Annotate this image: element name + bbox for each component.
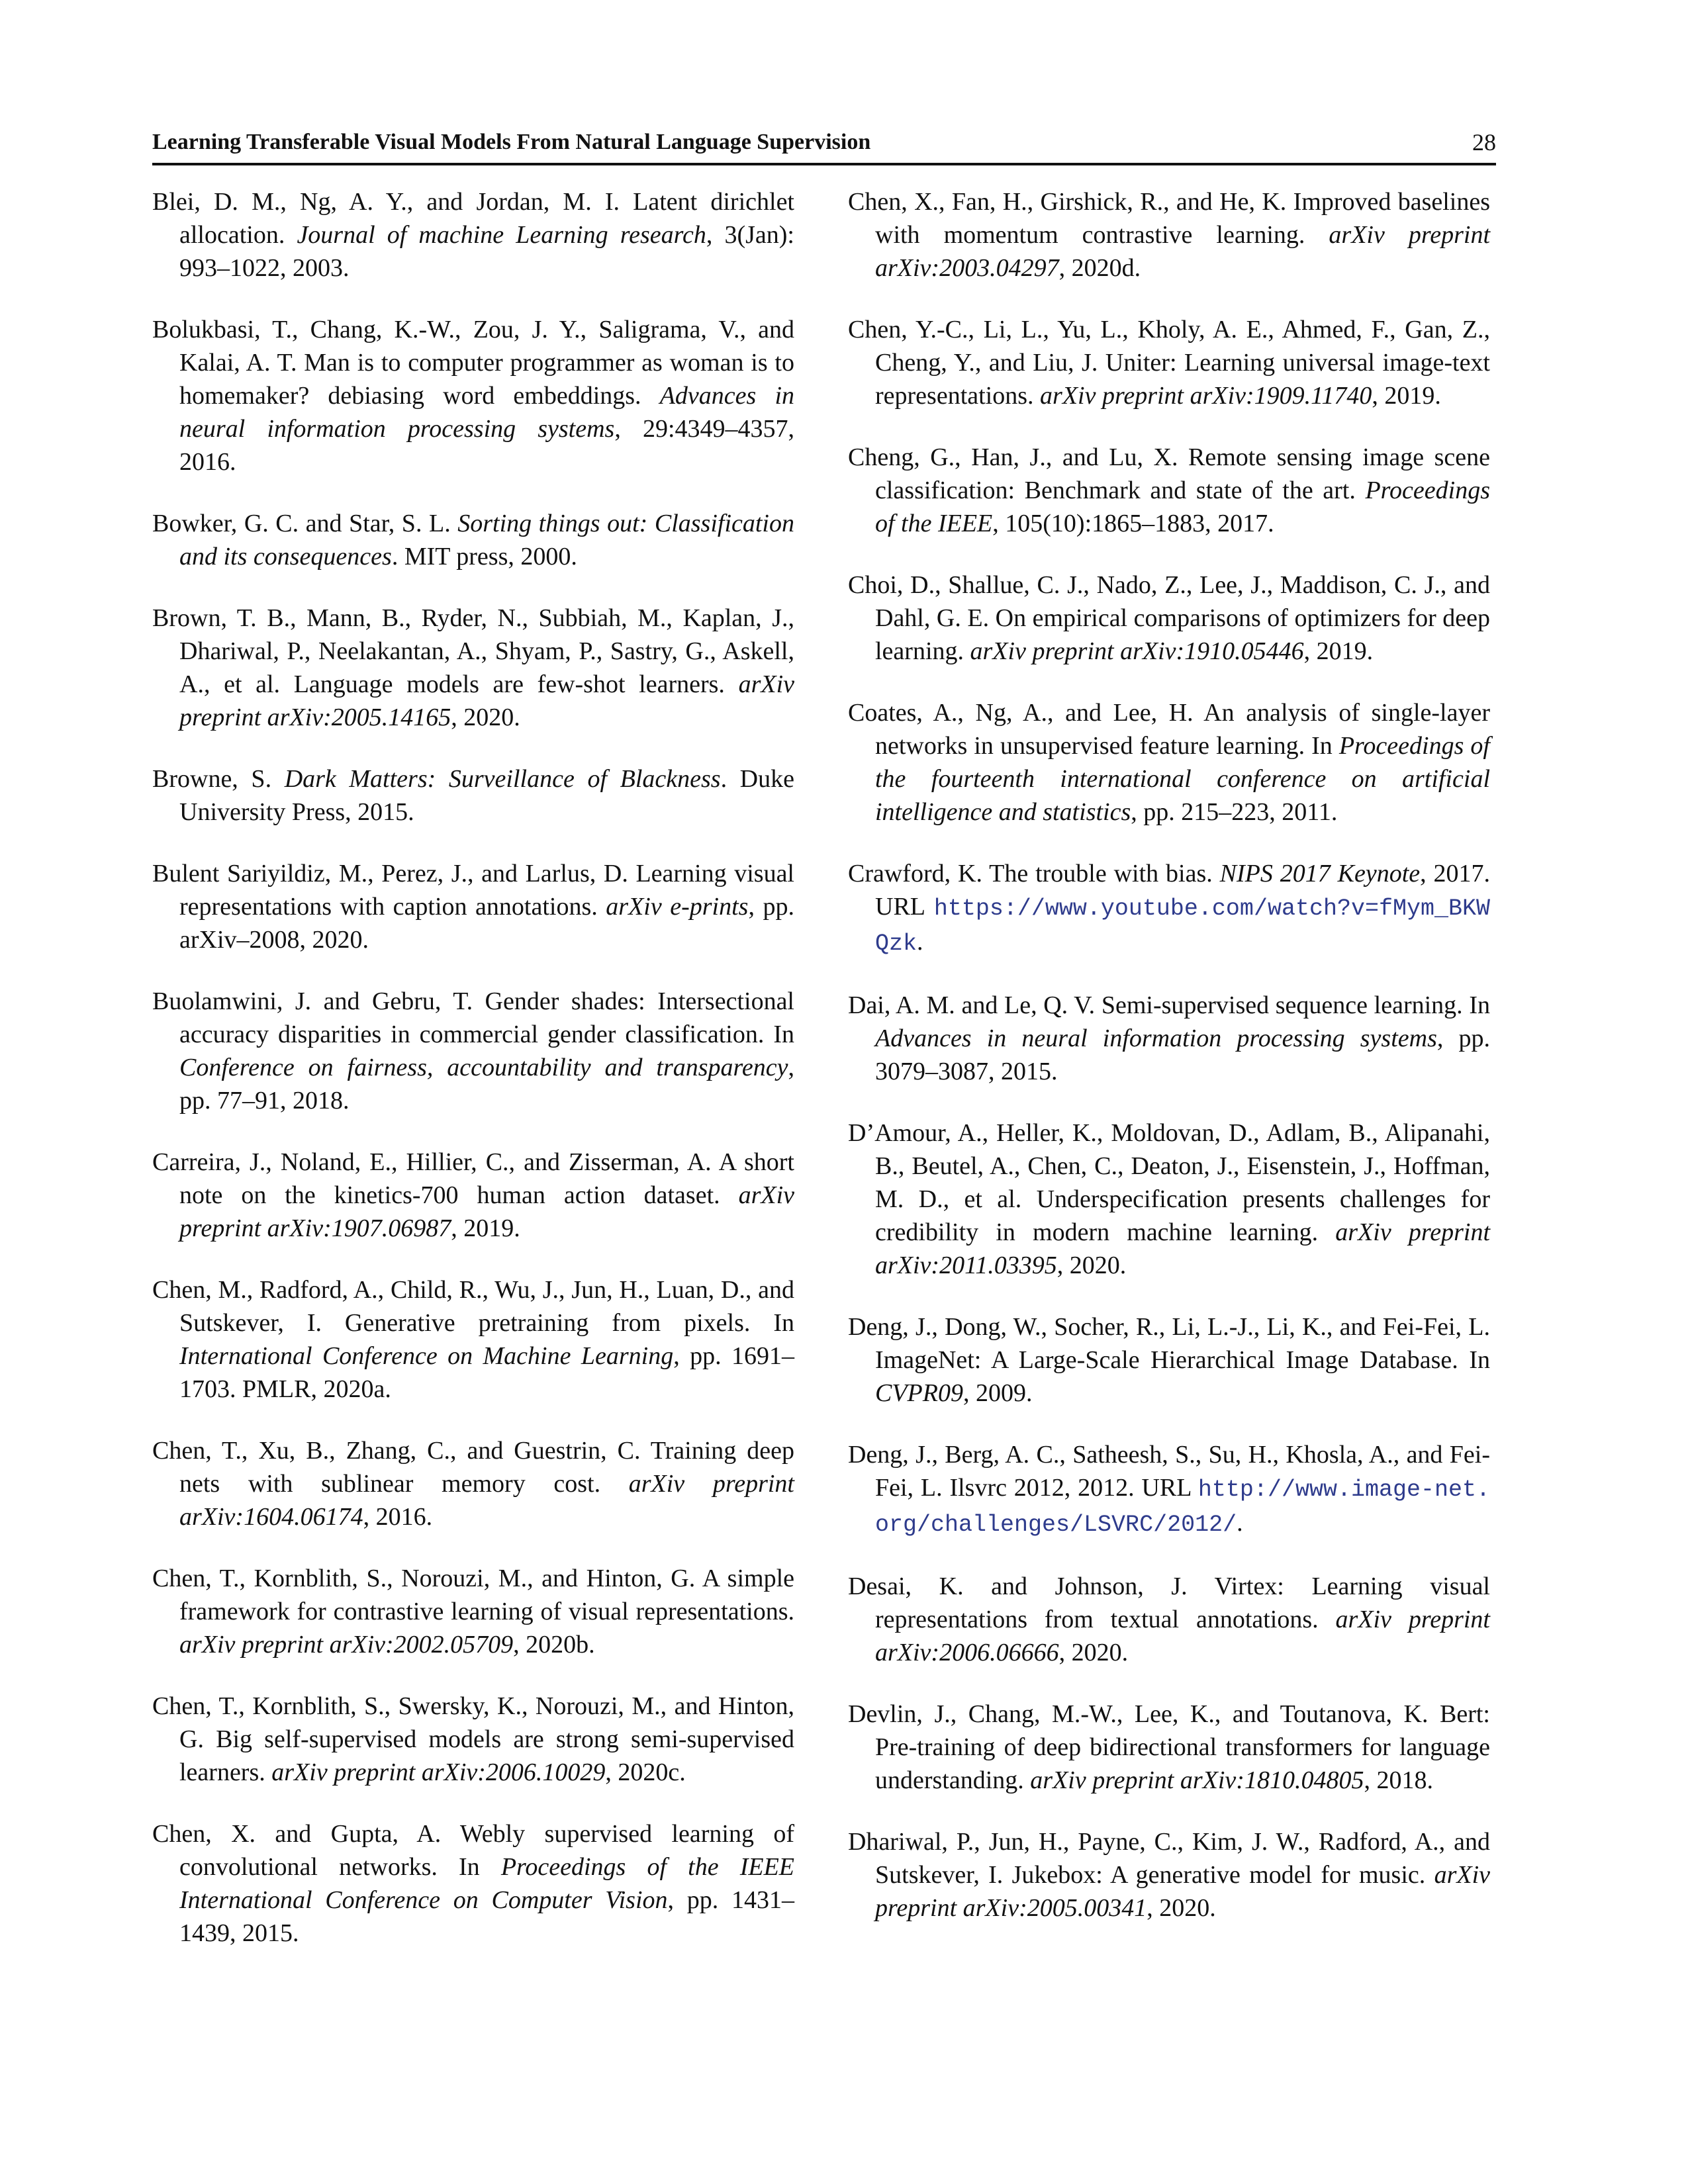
ref-text-tail: , 2020. <box>1058 1639 1129 1666</box>
ref-text-tail: , 2020d. <box>1058 254 1141 282</box>
ref-text-tail: , 29:4349–4357, 2016. <box>179 415 795 476</box>
ref-text-tail: , pp. 3079–3087, 2015. <box>875 1024 1491 1085</box>
ref-text: Buolamwini, J. and Gebru, T. Gender shades: Intersectional accuracy disparities in commercial gender classification. In <box>152 987 794 1048</box>
reference-entry <box>848 1825 1490 1925</box>
ref-venue: CVPR09 <box>875 1379 963 1407</box>
reference-entry <box>152 507 794 573</box>
ref-text-tail: , 2019. <box>1303 637 1374 665</box>
reference-entry <box>152 1146 794 1245</box>
reference-entry <box>152 1817 794 1950</box>
references-right-column <box>848 185 1490 1953</box>
ref-text: Cheng, G., Han, J., and Lu, X. Remote sensing image scene classification: Benchmark and state of the art. <box>848 443 1490 504</box>
ref-text: Chen, X., Fan, H., Girshick, R., and He, K. Improved baselines with momentum contrastive learning. <box>848 188 1490 249</box>
reference-entry <box>848 185 1490 285</box>
ref-text: Chen, M., Radford, A., Child, R., Wu, J., Jun, H., Luan, D., and Sutskever, I. Generative pretraining from pixels. In <box>152 1276 794 1337</box>
ref-text-tail: . MIT press, 2000. <box>391 543 577 570</box>
ref-text-tail: , pp. 215–223, 2011. <box>1131 798 1338 826</box>
ref-text-end: . <box>1237 1509 1243 1537</box>
ref-text-tail: , 2020. <box>1147 1894 1216 1922</box>
ref-venue: arXiv preprint arXiv:2006.10029 <box>271 1758 606 1786</box>
ref-text: D’Amour, A., Heller, K., Moldovan, D., Adlam, B., Alipanahi, B., Beutel, A., Chen, C., Deaton, J., Eisenstein, J., Hoffman, M. D., et al. Underspecification presents challenges for credibility in modern machine learning. <box>848 1119 1490 1246</box>
ref-venue: arXiv preprint arXiv:2002.05709 <box>179 1631 514 1659</box>
ref-text-tail: , 2019. <box>1372 382 1441 410</box>
reference-entry <box>152 762 794 829</box>
ref-text: Chen, Y.-C., Li, L., Yu, L., Kholy, A. E., Ahmed, F., Gan, Z., Cheng, Y., and Liu, J. Uniter: Learning universal image-text representations. <box>848 316 1490 410</box>
ref-text: Blei, D. M., Ng, A. Y., and Jordan, M. I. Latent dirichlet allocation. <box>152 188 794 249</box>
ref-text-tail: , 2020b. <box>513 1631 595 1659</box>
ref-text-tail: . Duke University Press, 2015. <box>179 765 794 826</box>
ref-venue: Conference on fairness, accountability and transparency <box>179 1054 788 1081</box>
references-left-column <box>152 185 794 1978</box>
ref-text-tail: , 3(Jan): 993–1022, 2003. <box>179 221 794 282</box>
reference-entry <box>152 985 794 1117</box>
running-title: Learning Transferable Visual Models From Natural Language Supervision <box>152 130 871 154</box>
ref-venue: arXiv preprint arXiv:2005.00341 <box>875 1861 1490 1922</box>
ref-text: Bulent Sariyildiz, M., Perez, J., and Larlus, D. Learning visual representations with caption annotations. <box>152 860 794 921</box>
ref-text: Carreira, J., Noland, E., Hillier, C., and Zisserman, A. A short note on the kinetics-700 human action dataset. <box>152 1148 794 1209</box>
reference-entry <box>848 989 1490 1088</box>
reference-entry <box>848 313 1490 412</box>
ref-text: Deng, J., Dong, W., Socher, R., Li, L.-J., Li, K., and Fei-Fei, L. ImageNet: A Large-Scale Hierarchical Image Database. In <box>848 1313 1490 1374</box>
ref-text: Bolukbasi, T., Chang, K.-W., Zou, J. Y., Saligrama, V., and Kalai, A. T. Man is to computer programmer as woman is to homemaker? debiasing word embeddings. <box>152 316 794 410</box>
reference-entry <box>152 313 794 478</box>
ref-text-tail: , pp. arXiv–2008, 2020. <box>179 893 795 954</box>
ref-venue: arXiv preprint arXiv:1810.04805 <box>1030 1766 1364 1794</box>
reference-entry <box>848 1116 1490 1282</box>
ref-text-tail: , pp. 77–91, 2018. <box>179 1054 794 1115</box>
ref-venue: Proceedings of the IEEE <box>875 477 1490 537</box>
reference-entry <box>848 857 1490 960</box>
ref-venue: Dark Matters: Surveillance of Blackness <box>284 765 721 793</box>
ref-text: Devlin, J., Chang, M.-W., Lee, K., and Toutanova, K. Bert: Pre-training of deep bidirectional transformers for language understanding. <box>848 1700 1490 1794</box>
ref-text: Chen, T., Kornblith, S., Norouzi, M., and Hinton, G. A simple framework for contrastive learning of visual representations. <box>152 1565 794 1625</box>
ref-venue: Sorting things out: Classification and its consequences <box>179 510 794 570</box>
ref-venue: arXiv preprint arXiv:2011.03395 <box>875 1218 1491 1279</box>
ref-venue: Advances in neural information processing systems <box>875 1024 1437 1052</box>
reference-entry <box>152 602 794 734</box>
ref-text: Brown, T. B., Mann, B., Ryder, N., Subbiah, M., Kaplan, J., Dhariwal, P., Neelakantan, A., Shyam, P., Sastry, G., Askell, A., et al. Language models are few-shot learners. <box>152 604 794 698</box>
reference-entry <box>152 1562 794 1661</box>
ref-venue: arXiv preprint arXiv:1910.05446 <box>970 637 1304 665</box>
ref-text-tail: , 2017. URL <box>875 860 1491 921</box>
page-number: 28 <box>1472 129 1496 156</box>
ref-url[interactable]: http://www.image-net.org/challenges/LSVRC/2012/ <box>875 1477 1490 1538</box>
reference-entry <box>848 1310 1490 1410</box>
ref-venue: Journal of machine Learning research <box>297 221 706 249</box>
ref-venue: arXiv e-prints <box>606 893 749 921</box>
reference-entry <box>152 1273 794 1406</box>
reference-entry <box>848 1438 1490 1541</box>
ref-text-tail: , 2020. <box>1056 1251 1127 1279</box>
ref-venue: Advances in neural information processing systems <box>179 382 795 443</box>
ref-text: Dai, A. M. and Le, Q. V. Semi-supervised sequence learning. In <box>848 991 1490 1019</box>
ref-venue: arXiv preprint arXiv:1907.06987 <box>179 1181 794 1242</box>
ref-text-tail: , 2020c. <box>605 1758 686 1786</box>
ref-venue: arXiv preprint arXiv:2006.06666 <box>875 1606 1490 1666</box>
ref-text: Crawford, K. The trouble with bias. <box>848 860 1220 887</box>
ref-text: Chen, T., Xu, B., Zhang, C., and Guestrin, C. Training deep nets with sublinear memory cost. <box>152 1437 794 1498</box>
reference-entry <box>848 1570 1490 1669</box>
ref-venue: International Conference on Machine Learning <box>179 1342 674 1370</box>
reference-entry <box>152 857 794 956</box>
ref-venue: Proceedings of the IEEE International Conference on Computer Vision <box>179 1853 794 1914</box>
ref-text: Dhariwal, P., Jun, H., Payne, C., Kim, J. W., Radford, A., and Sutskever, I. Jukebox: A generative model for music. <box>848 1828 1490 1889</box>
ref-text: Desai, K. and Johnson, J. Virtex: Learning visual representations from textual annotations. <box>848 1572 1490 1633</box>
ref-venue: arXiv preprint arXiv:2005.14165 <box>179 670 794 731</box>
ref-venue: arXiv preprint arXiv:2003.04297 <box>875 221 1491 282</box>
ref-text-tail: , 2019. <box>451 1214 520 1242</box>
ref-text: Coates, A., Ng, A., and Lee, H. An analysis of single-layer networks in unsupervised feature learning. In <box>848 699 1490 760</box>
ref-venue: Proceedings of the fourteenth international conference on artificial intelligence and statistics <box>875 732 1490 826</box>
ref-text: Bowker, G. C. and Star, S. L. <box>152 510 458 537</box>
ref-venue: arXiv preprint arXiv:1604.06174 <box>179 1470 794 1531</box>
page-header <box>152 126 1496 165</box>
ref-venue: arXiv preprint arXiv:1909.11740 <box>1040 382 1372 410</box>
ref-text: Browne, S. <box>152 765 285 793</box>
ref-text: Deng, J., Berg, A. C., Satheesh, S., Su, H., Khosla, A., and Fei-Fei, L. Ilsvrc 2012, 2012. URL <box>848 1441 1490 1502</box>
ref-url[interactable]: https://www.youtube.com/watch?v=fMym_BKWQzk <box>875 895 1490 957</box>
ref-text-tail: , 2018. <box>1364 1766 1433 1794</box>
reference-entry <box>848 569 1490 668</box>
ref-text-tail: , 2009. <box>962 1379 1033 1407</box>
reference-entry <box>848 696 1490 829</box>
ref-text-end: . <box>917 928 923 956</box>
ref-venue: NIPS 2017 Keynote <box>1219 860 1421 887</box>
reference-entry <box>152 1690 794 1789</box>
ref-text-tail: , 2016. <box>363 1503 433 1531</box>
reference-entry <box>152 1434 794 1533</box>
reference-entry <box>848 441 1490 540</box>
ref-text: Chen, X. and Gupta, A. Webly supervised learning of convolutional networks. In <box>152 1820 794 1881</box>
reference-entry <box>848 1698 1490 1797</box>
ref-text: Chen, T., Kornblith, S., Swersky, K., Norouzi, M., and Hinton, G. Big self-supervised models are strong semi-supervised learners. <box>152 1692 794 1786</box>
reference-entry <box>152 185 794 285</box>
ref-text-tail: , 2020. <box>451 704 520 731</box>
ref-text: Choi, D., Shallue, C. J., Nado, Z., Lee, J., Maddison, C. J., and Dahl, G. E. On empirical comparisons of optimizers for deep learning. <box>848 571 1490 665</box>
ref-text-tail: , pp. 1431–1439, 2015. <box>179 1886 794 1947</box>
ref-text-tail: , pp. 1691–1703. PMLR, 2020a. <box>179 1342 795 1403</box>
ref-text-tail: , 105(10):1865–1883, 2017. <box>992 510 1274 537</box>
